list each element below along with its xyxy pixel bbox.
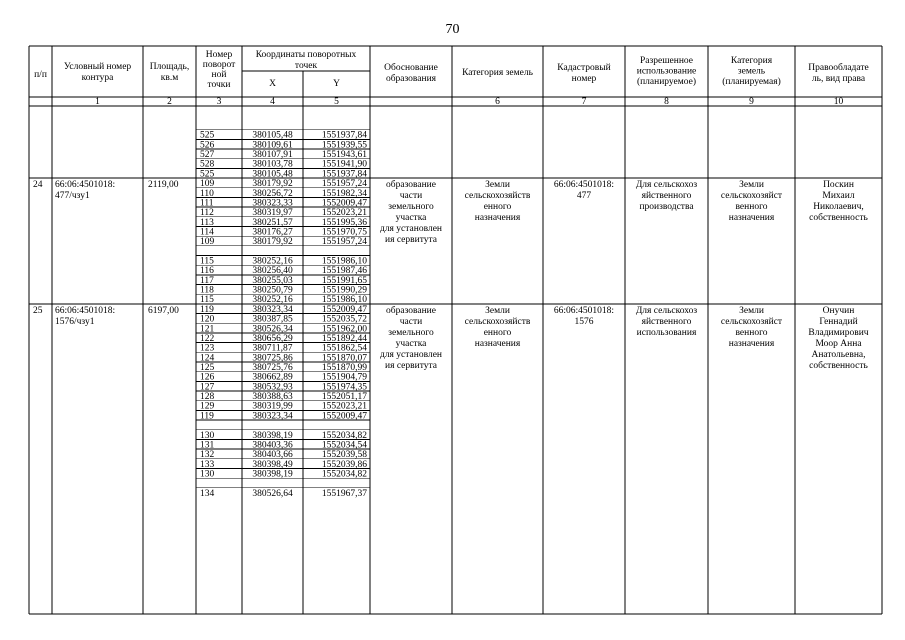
coordinate-x: 380403,36 — [252, 440, 293, 451]
header-land-category-planned: земель — [737, 66, 766, 77]
land-category-planned: назначения — [728, 338, 775, 349]
rights-holder: Поскин — [823, 180, 854, 191]
point-number: 125 — [200, 363, 215, 373]
coordinate-x: 380319,99 — [252, 401, 293, 412]
point-number: 127 — [200, 382, 215, 393]
rights-holder: Геннадий — [819, 316, 858, 327]
land-category-planned: сельскохозяйст — [720, 316, 783, 327]
coordinate-x: 380179,92 — [252, 237, 293, 248]
coordinate-x: 380179,92 — [252, 179, 293, 190]
basis-text: участка — [395, 338, 427, 349]
coordinate-y: 1551995,36 — [321, 217, 367, 228]
coordinate-y: 1552039,58 — [321, 450, 367, 461]
header-land-category-planned: Категория — [730, 56, 773, 66]
coordinate-x: 380656,29 — [252, 333, 293, 344]
coordinate-x: 380323,34 — [252, 411, 293, 422]
coordinate-x: 380725,76 — [252, 363, 293, 373]
header-area: Площадь, — [149, 62, 190, 72]
point-number: 131 — [200, 440, 215, 451]
coordinate-x: 380398,19 — [252, 469, 293, 480]
rights-holder: Владимирович — [808, 327, 869, 338]
coordinate-x: 380526,34 — [252, 324, 293, 335]
point-number: 130 — [200, 430, 215, 441]
column-number: 4 — [270, 97, 275, 107]
coordinate-x: 380109,61 — [252, 140, 293, 151]
point-number: 525 — [200, 169, 215, 180]
coordinate-x: 380323,33 — [252, 198, 293, 209]
coordinate-x: 380323,34 — [252, 304, 293, 315]
coordinate-y: 1551962,00 — [321, 324, 367, 335]
land-category: сельскохозяйств — [464, 191, 531, 202]
coordinate-x: 380256,40 — [252, 266, 293, 277]
header-x: X — [269, 79, 276, 89]
coordinate-y: 1551943,61 — [321, 150, 367, 161]
record-number: 25 — [33, 305, 43, 316]
land-category: Земли — [485, 305, 510, 316]
area-value: 6197,00 — [148, 305, 179, 316]
point-number: 126 — [200, 372, 215, 383]
header-basis: образования — [385, 74, 437, 84]
rights-holder: Михаил — [822, 191, 855, 202]
point-number: 134 — [200, 488, 215, 499]
record-number: 24 — [33, 180, 43, 191]
rights-holder: Онучин — [822, 305, 855, 316]
point-number: 121 — [200, 324, 215, 335]
header-permitted-use: использование — [636, 66, 697, 77]
header-area: кв.м — [160, 73, 179, 83]
cadastral-number: 477 — [576, 191, 592, 202]
point-number: 129 — [200, 401, 215, 412]
coordinate-x: 380388,63 — [252, 392, 293, 403]
permitted-use: яйственного — [641, 316, 692, 327]
land-category: енного — [483, 327, 512, 338]
land-category-planned: сельскохозяйст — [720, 191, 783, 202]
coordinate-x: 380662,89 — [252, 372, 293, 383]
coordinate-x: 380105,48 — [252, 130, 293, 141]
column-number: 6 — [495, 97, 500, 107]
point-number: 527 — [200, 150, 215, 161]
header-coords: Координаты поворотных — [255, 50, 357, 60]
point-number: 122 — [200, 333, 215, 344]
contour-id: 1576/чзу1 — [55, 316, 95, 327]
land-category-planned: Земли — [739, 305, 764, 316]
coordinate-x: 380250,79 — [252, 285, 293, 296]
point-number: 110 — [200, 188, 214, 199]
point-number: 132 — [200, 450, 215, 461]
land-category: енного — [483, 202, 512, 213]
header-permitted-use: Разрешенное — [639, 56, 694, 66]
coordinate-x: 380403,66 — [252, 450, 293, 461]
coordinate-y: 1551990,29 — [321, 285, 367, 296]
contour-id: 66:06:4501018: — [55, 305, 116, 316]
header-contour: Условный номер — [63, 62, 132, 72]
point-number: 128 — [200, 392, 215, 403]
point-number: 119 — [200, 411, 214, 422]
permitted-use: Для сельскохоз — [635, 305, 698, 316]
header-point: точки — [207, 80, 231, 90]
cadastral-number: 66:06:4501018: — [553, 180, 615, 191]
coordinate-x: 380251,57 — [252, 217, 293, 228]
point-number: 117 — [200, 275, 214, 286]
land-category: назначения — [474, 213, 521, 224]
column-number: 2 — [167, 97, 172, 107]
coordinate-y: 1551870,99 — [321, 363, 367, 373]
point-number: 528 — [200, 159, 215, 170]
basis-text: образование — [386, 180, 436, 191]
coordinate-y: 1551970,75 — [321, 227, 367, 238]
point-number: 109 — [200, 237, 215, 248]
column-number: 3 — [216, 97, 222, 107]
coordinate-x: 380711,87 — [252, 343, 293, 354]
point-number: 526 — [200, 140, 215, 151]
coordinate-y: 1551974,35 — [321, 382, 367, 393]
coordinate-y: 1551957,24 — [321, 237, 367, 248]
land-category: сельскохозяйств — [464, 316, 531, 327]
coordinate-x: 380252,16 — [252, 295, 293, 306]
coordinate-y: 1552035,72 — [321, 314, 367, 325]
coordinate-x: 380398,19 — [252, 430, 293, 441]
land-category: назначения — [474, 338, 521, 349]
header-y: Y — [333, 79, 340, 89]
basis-text: ия сервитута — [385, 360, 437, 371]
column-number: 10 — [833, 97, 844, 107]
point-number: 113 — [200, 217, 214, 228]
header-cadastral: номер — [571, 74, 597, 84]
land-category: Земли — [485, 180, 510, 191]
point-number: 112 — [200, 208, 214, 219]
coordinate-x: 380256,72 — [252, 188, 293, 199]
contour-id: 477/чзу1 — [55, 191, 90, 202]
point-number: 116 — [200, 266, 214, 277]
header-holder: ль, вид права — [811, 74, 866, 84]
coordinate-y: 1552034,82 — [321, 430, 367, 441]
header-pp: п/п — [34, 70, 47, 80]
page-number: 70 — [445, 22, 460, 37]
coordinate-x: 380252,16 — [252, 256, 293, 267]
column-number: 7 — [581, 97, 587, 107]
column-number: 9 — [749, 97, 754, 107]
coordinate-x: 380319,97 — [252, 208, 293, 219]
rights-holder: Моор Анна — [815, 338, 862, 349]
coordinate-y: 1551892,44 — [321, 333, 367, 344]
basis-text: участка — [395, 213, 427, 224]
coordinate-y: 1551967,37 — [321, 488, 367, 499]
coordinate-y: 1551904,79 — [321, 372, 367, 383]
coordinate-y: 1551937,84 — [321, 169, 367, 180]
coordinate-x: 380725,86 — [252, 353, 293, 364]
rights-holder: Николаевич, — [813, 202, 864, 213]
point-number: 115 — [200, 256, 214, 267]
basis-text: для установлен — [379, 224, 443, 235]
cadastral-number: 66:06:4501018: — [553, 305, 615, 316]
point-number: 124 — [200, 353, 215, 364]
header-land-category: Категория земель — [462, 68, 533, 78]
coordinate-y: 1551987,46 — [321, 266, 367, 277]
basis-text: ия сервитута — [385, 235, 437, 246]
column-number: 5 — [334, 97, 339, 107]
coordinate-x: 380526,64 — [252, 488, 293, 499]
coordinate-y: 1551982,34 — [321, 188, 367, 199]
coordinate-x: 380103,78 — [252, 159, 293, 170]
point-number: 109 — [200, 179, 215, 190]
header-point: Номер — [205, 50, 233, 60]
coordinate-x: 380398,49 — [252, 459, 293, 470]
cadastral-number: 1576 — [574, 316, 594, 327]
basis-text: образование — [386, 305, 436, 316]
coordinate-y: 1551957,24 — [321, 179, 367, 190]
basis-text: для установлен — [379, 349, 443, 360]
coordinate-x: 380107,91 — [252, 150, 293, 161]
header-coords: точек — [294, 61, 318, 71]
header-basis: Обоснование — [384, 63, 438, 73]
land-category-planned: венного — [735, 327, 768, 338]
area-value: 2119,00 — [148, 180, 179, 191]
rights-holder: собственность — [809, 360, 868, 371]
header-cadastral: Кадастровый — [557, 63, 611, 73]
coordinate-x: 380255,03 — [252, 275, 293, 286]
coordinate-x: 380532,93 — [252, 382, 293, 393]
header-point: поворот — [202, 60, 236, 70]
coordinate-x: 380176,27 — [252, 227, 293, 238]
coordinate-y: 1551941,90 — [321, 159, 367, 170]
permitted-use: производства — [639, 202, 694, 213]
permitted-use: Для сельскохоз — [635, 180, 698, 191]
coordinate-x: 380387,85 — [252, 314, 293, 325]
header-land-category-planned: (планируемая) — [722, 77, 781, 87]
land-category-planned: Земли — [739, 180, 764, 191]
point-number: 133 — [200, 459, 215, 470]
permitted-use: яйственного — [641, 191, 692, 202]
coordinate-y: 1552009,47 — [321, 411, 367, 422]
coordinate-x: 380105,48 — [252, 169, 293, 180]
coordinate-y: 1552034,82 — [321, 469, 367, 480]
point-number: 525 — [200, 130, 215, 141]
point-number: 119 — [200, 304, 214, 315]
permitted-use: использования — [636, 327, 697, 338]
coordinate-y: 1551986,10 — [321, 295, 367, 306]
coordinate-y: 1551937,84 — [321, 130, 367, 141]
land-category-planned: назначения — [728, 213, 775, 224]
coordinate-y: 1552009,47 — [321, 304, 367, 315]
coordinate-y: 1552051,17 — [321, 392, 367, 403]
coordinate-y: 1551939,55 — [321, 140, 367, 151]
point-number: 123 — [200, 343, 215, 354]
point-number: 115 — [200, 295, 214, 306]
point-number: 118 — [200, 285, 214, 296]
header-holder: Правообладате — [808, 63, 869, 73]
basis-text: земельного — [388, 202, 434, 213]
point-number: 114 — [200, 227, 214, 238]
contour-id: 66:06:4501018: — [55, 180, 116, 191]
coordinate-y: 1552023,21 — [321, 401, 367, 412]
coordinate-y: 1551862,54 — [321, 343, 367, 354]
column-number: 8 — [664, 97, 669, 107]
header-point: ной — [211, 70, 227, 80]
coordinate-y: 1552039,86 — [321, 459, 367, 470]
basis-text: части — [399, 316, 423, 327]
land-category-planned: венного — [735, 202, 768, 213]
coordinate-y: 1551991,65 — [321, 275, 367, 286]
coordinate-y: 1551986,10 — [321, 256, 367, 267]
rights-holder: Анатольевна, — [811, 349, 866, 360]
header-contour: контура — [81, 73, 114, 83]
coordinate-y: 1552034,54 — [321, 440, 367, 451]
basis-text: земельного — [388, 327, 434, 338]
coordinate-y: 1552023,21 — [321, 208, 367, 219]
column-number: 1 — [95, 97, 100, 107]
rights-holder: собственность — [809, 213, 868, 224]
point-number: 130 — [200, 469, 215, 480]
header-permitted-use: (планируемое) — [636, 77, 697, 87]
point-number: 120 — [200, 314, 215, 325]
point-number: 111 — [200, 198, 214, 209]
coordinate-y: 1552009,47 — [321, 198, 367, 209]
coordinate-y: 1551870,07 — [321, 353, 367, 364]
basis-text: части — [399, 191, 423, 202]
